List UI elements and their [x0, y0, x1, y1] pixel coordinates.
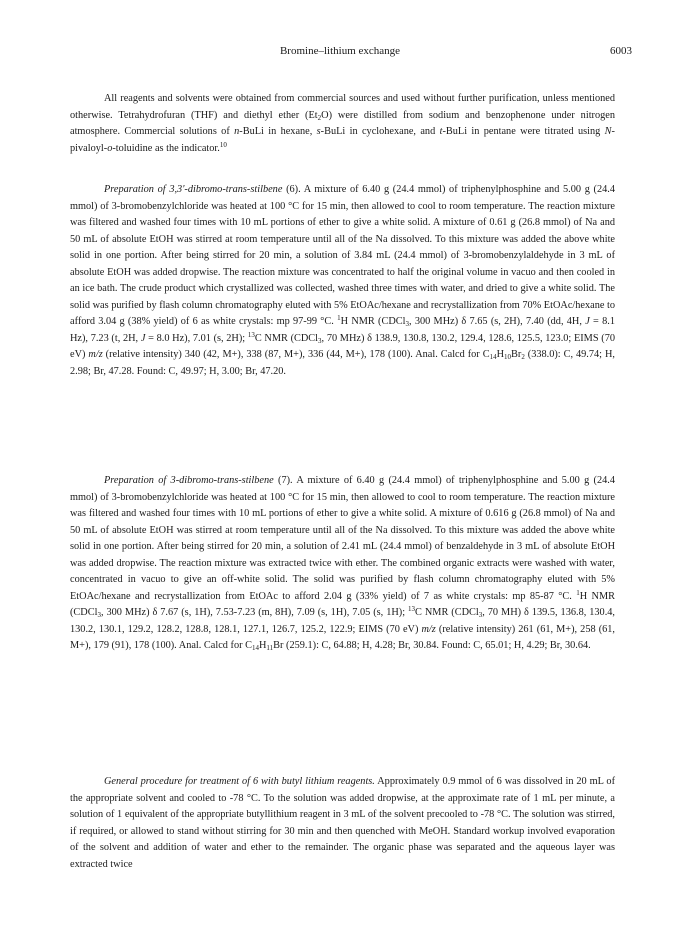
paragraph-lead-6: Preparation of 3,3'-dibromo-trans-stilbene: [104, 184, 283, 195]
page-number: 6003: [610, 45, 632, 57]
paragraph-lead-7: Preparation of 3-dibromo-trans-stilbene: [104, 475, 274, 486]
paragraph-preparation-7: Preparation of 3-dibromo-trans-stilbene (7). A mixture of 6.40 g (24.4 mmol) of triphenylphosphine and 5.00 g (24.4 mmol) of 3-bromobenzylchloride was heated at 100 °C for 15 min, then allowed to cool to room temperature. The reaction mixture was filtered and washed four times with 10 mL portions of ether to give a white solid. A mixture of 0.616 g (26.8 mmol) of Na and 50 mL of absolute EtOH was stirred at room temperature until all of the Na dissolved. To this mixture was added the above white solid in one portion. After being stirred for 20 min, a solution of 2.41 mL (24.4 mmol) of benzaldehyde in 3 mL of absolute EtOH was added dropwise. The reaction mixture was extracted twice with ether. The combined organic extracts were washed with water, concentrated in vacuo to give an off-white solid. The solid was purified by flash column chromatography eluted with 5% EtOAc/hexane and recrystallization from EtOAc to afford 2.04 g (33% yield) of 7 as white crystals: mp 85-87 °C. $^1$H NMR (CDCl$_3$, 300 MHz) δ 7.67 (s, 1H), 7.53-7.23 (m, 8H), 7.09 (s, 1H), 7.05 (s, 1H); $^{13}$C NMR (CDCl$_3$, 70 MH) δ 139.5, 136.8, 130.4, 130.2, 130.1, 129.2, 128.2, 128.8, 128.1, 127.1, 126.7, 125.2, 122.9; EIMS (70 eV) m/z (relative intensity) 261 (61, M+), 258 (61, M+), 179 (91), 178 (100). Anal. Calcd for $C_{14}H_{11}Br$ (259.1): C, 64.88; H, 4.28; Br, 30.84. Found: C, 65.01; H, 4.29; Br, 30.64.: [70, 475, 616, 652]
paragraph-general-methods: All reagents and solvents were obtained from commercial sources and used without further purification, unless mentioned otherwise. Tetrahydrofuran (THF) and diethyl ether $(Et_2O)$ were distilled from sodium and benzophenone under nitrogen atmosphere. Commercial solutions of n-BuLi in hexane, s-BuLi in cyclohexane, and t-BuLi in pentane were titrated using N-pivaloyl-o-toluidine as the indicator.$^{10}$: [70, 93, 616, 154]
running-head: [0, 44, 680, 58]
running-title: Bromine–lithium exchange: [279, 45, 401, 57]
paragraph-lead-general: General procedure for treatment of 6 with butyl lithium reagents.: [104, 776, 375, 787]
paragraph-preparation-6: Preparation of 3,3'-dibromo-trans-stilbene (6). A mixture of 6.40 g (24.4 mmol) of triphenylphosphine and 5.00 g (24.4 mmol) of 3-bromobenzylchloride was heated at 100 °C for 15 min, then allowed to cool to room temperature. The reaction mixture was filtered and washed four times with 10 mL portions of ether to give a white solid. A mixture of 0.61 g (26.8 mmol) of Na and 50 mL of absolute EtOH was stirred at room temperature until all of the Na dissolved. To this mixture was added the above white solid in one portion. After being stirred for 20 min, a solution of 3.84 mL (24.4 mmol) of 3-bromobenzylaldehyde in 3 mL of absolute EtOH was added dropwise. The reaction mixture was concentrated to half the original volume in vacuo and then cooled in an ice bath. The crude product which crystallized was collected, washed three times with water, and dried to give a white solid. The solid was purified by flash column chromatography eluted with 5% EtOAc/hexane and recrystallization from 70% EtOAc/hexane to afford 3.04 g (38% yield) of 6 as white crystals: mp 97-99 °C. $^1$H NMR (CDCl$_3$, 300 MHz) δ 7.65 (s, 2H), 7.40 (dd, 4H, J = 8.1 Hz), 7.23 (t, 2H, J = 8.0 Hz), 7.01 (s, 2H); $^{13}$C NMR (CDCl$_3$, 70 MHz) δ 138.9, 130.8, 130.2, 129.4, 128.6, 125.5, 123.0; EIMS (70 eV) m/z (relative intensity) 340 (42, M+), 338 (87, M+), 336 (44, M+), 178 (100). Anal. Calcd for $C_{14}H_{10}Br_2$ (338.0): C, 49.74; H, 2.98; Br, 47.28. Found: C, 49.97; H, 3.00; Br, 47.20.: [70, 184, 616, 377]
paragraph-general-procedure: General procedure for treatment of 6 with butyl lithium reagents. Approximately 0.9 mmol of 6 was dissolved in 20 mL of the appropriate solvent and cooled to -78 °C. To the solution was added dropwise, at the approximate rate of 1 mL per minute, a solution of 1 equivalent of the appropriate butyllithium reagent in 3 mL of the solvent precooled to -78 °C. The solution was stirred, if required, or allowed to stand without stirring for 30 min and then quenched with MeOH. Standard workup involved evaporation of the solvent and addition of water and ether to the remainder. The organic phase was separated and the aqueous layer was extracted twice: [70, 776, 615, 870]
